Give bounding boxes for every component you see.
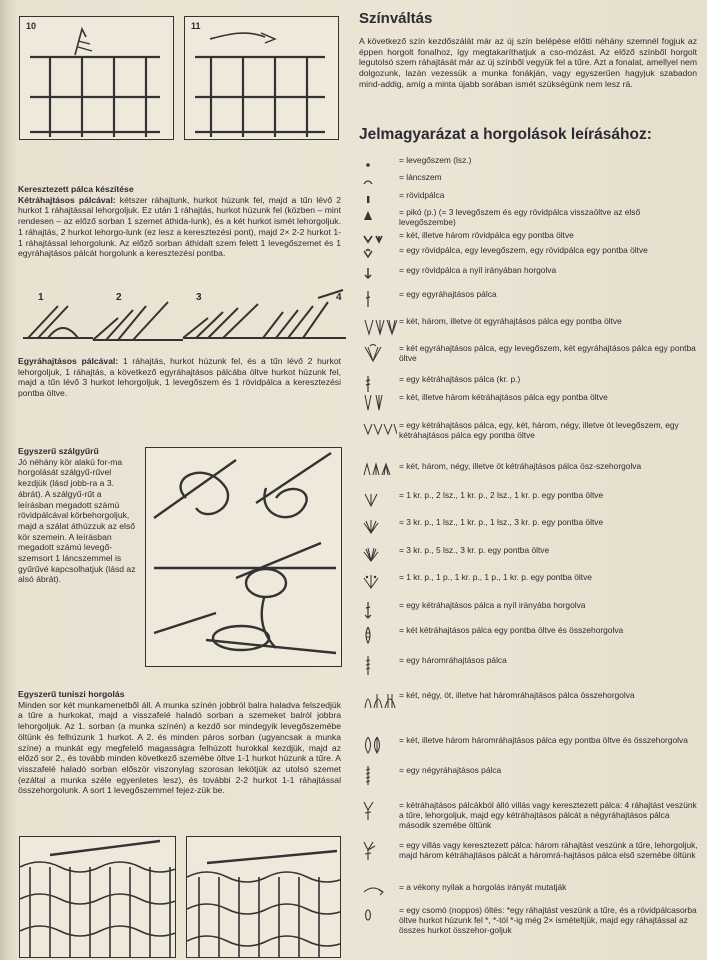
paragraph — [18, 195, 341, 259]
legend-text: = rövidpálca — [399, 190, 445, 200]
legend-text: = két, illetve három háromráhajtásos pálca egy pontba öltve és összehorgolva — [399, 735, 688, 745]
step-number: 4 — [336, 292, 342, 303]
legend-text: = egy kétráhajtásos pálca (kr. p.) — [399, 374, 521, 384]
dtr-dec-icon — [363, 735, 397, 757]
figure-number: 10 — [26, 21, 37, 31]
y-stitch-2-icon — [363, 840, 397, 862]
dtr-cluster-icon — [363, 690, 397, 712]
legend-text: = egy csomó (noppos) öltés: *egy ráhajtást veszünk a tűre, és a rövidpálcasorba öltve hurkot húzunk fel *, *-tól *-ig még 2× ismételtjük, majd egy ráhajtással az összes hurkot összehor-goljuk — [399, 905, 697, 936]
paragraph-text: kétszer ráhajtunk, hurkot húzunk fel, majd a tűn lévő 2 hurkot 1 ráhajtással lehorgoljuk. Ez után 1 ráhajtás, hurkot húzunk fel (közben – mint rendesen – az előző sorban 1 szemet áthida-lunk), és a két hurkot ismét lehorgoljuk. 1 ráhajtás, 2 hurkot lehorgo-lunk (ez lesz a keresztezési pont), majd 2× 2-2 hurkot 1-1 ráhajtással lehorgolunk. Az előző sorban áthidalt szem felett 1 levegőszemet és 1 egyráhajtásos pálcát horgolunk a keresztezési pontba. — [18, 194, 341, 259]
ring-illustration — [145, 447, 342, 667]
legend-text: = 1 kr. p., 2 lsz., 1 kr. p., 2 lsz., 1 kr. p. egy pontba öltve — [399, 490, 604, 500]
section-title: Egyszerű tuniszi horgolás — [18, 689, 125, 699]
tunisian-illustration-1 — [19, 836, 176, 958]
step-illustration — [18, 288, 348, 348]
color-change-text: A következő szín kezdőszálát már az új szín belépése előtti néhány szemnél fogjuk az éppen horgolt fonalhoz, így megtakaríthatjuk a cso-mózást. Az előző színből horgolt legutolsó szem ráhajtását már az új színből vegyük fel a tűre. Azt a fonalat, amellyel nem dolgozunk, lazán vezessük a munka fonákján, vagy egyszerűen hagyjuk szabadon mind-addig, amíg a minta újabb sorában ismét szükségünk nem lesz rá. — [359, 36, 697, 89]
step-number: 1 — [38, 292, 44, 303]
arrow-tr-icon — [363, 600, 397, 622]
step-number: 2 — [116, 292, 122, 303]
legend-text: = két, három, négy, illetve öt kétráhajtásos pálca ösz-szehorgolva — [399, 461, 642, 471]
legend-text: = 1 kr. p., 1 p., 1 kr. p., 1 p., 1 kr. p. egy pontba öltve — [399, 572, 592, 582]
figure-11 — [184, 16, 339, 140]
legend-title: Jelmagyarázat a horgolások leírásához: — [359, 126, 652, 143]
legend-text: = egy háromráhajtásos pálca — [399, 655, 507, 665]
legend-text: = két kétráhajtásos pálca egy pontba öltve és összehorgolva — [399, 625, 624, 635]
v-ch-icon — [363, 245, 397, 267]
simple-ring-section — [18, 446, 138, 585]
dc-v-ch-icon — [363, 343, 397, 365]
legend-text: = egy rövidpálca a nyíl irányában horgolva — [399, 265, 557, 275]
legend-text: = láncszem — [399, 172, 442, 182]
tr-cluster-icon — [363, 461, 397, 483]
fan-picot-icon — [363, 572, 397, 594]
tunisian-rows-drawing — [20, 837, 175, 957]
tr-v-ch-icon — [363, 420, 397, 442]
paragraph: Jó néhány kör alakú for-ma horgolását szálgyű-rűvel kezdjük (lásd jobb-ra a 3. ábrát). A szálgyű-rűt a leírásban megadott számú rövidpálcával körbehorgoljuk, majd a szálat áthúzzuk az első kör szemein. A leírásban megadott számú levegő-szemsort 1 láncszemmel is gyűrűvé kapcsolhatjuk (lásd az alsó ábrát). — [18, 456, 136, 585]
dc-fan-icon — [363, 316, 397, 338]
fan-1-icon — [363, 490, 397, 512]
tunisian-rows-drawing — [187, 837, 340, 957]
paragraph-lead: Egyráhajtásos pálcával: — [18, 356, 119, 366]
legend-text: = 3 kr. p., 1 lsz., 1 kr. p., 1 lsz., 3 kr. p. egy pontba öltve — [399, 517, 604, 527]
legend-text: = 3 kr. p., 5 lsz., 3 kr. p. egy pontba öltve — [399, 545, 550, 555]
thin-arrow-icon — [363, 882, 397, 904]
tunisian-section — [18, 689, 341, 796]
legend-text: = két egyráhajtásos pálca, egy levegőszem, két egyráhajtásos pálca egy pontba öltve — [399, 343, 696, 364]
legend-text: = egy rövidpálca, egy levegőszem, egy rövidpálca egy pontba öltve — [399, 245, 648, 255]
fan-2-icon — [363, 517, 397, 539]
legend-text: = két, négy, öt, illetve hat háromráhajtásos pálca összehorgolva — [399, 690, 635, 700]
figure-number: 11 — [191, 21, 201, 31]
legend-text: = egy kétráhajtásos pálca, egy, két, három, négy, illetve öt levegőszem, egy kétráhajtásos pálca egy pontba öltve — [399, 420, 679, 441]
fan-3-icon — [363, 545, 397, 567]
legend-text: = levegőszem (lsz.) — [399, 155, 472, 165]
legend-text: = egy villás vagy keresztezett pálca: három ráhajtást veszünk a tűre, lehorgoljuk, majd három kétráhajtásos pálcát a háromrá-hajtásos pálca első szemébe öltünk — [399, 840, 698, 861]
tunisian-illustration-2 — [186, 836, 341, 958]
single-crochet-crossed — [18, 356, 341, 399]
knot-icon — [363, 905, 397, 927]
legend-text: = két, három, illetve öt egyráhajtásos pálca egy pontba öltve — [399, 316, 622, 326]
legend-text: = két, illetve három rövidpálca egy pontba öltve — [399, 230, 574, 240]
quad-icon — [363, 765, 397, 787]
color-change-title: Színváltás — [359, 10, 433, 27]
legend-text: = egy kétráhajtásos pálca a nyíl irányába horgolva — [399, 600, 586, 610]
filet-mesh-illustration — [20, 17, 173, 139]
legend-text: = kétráhajtásos pálcákból álló villás vagy keresztezett pálca: 4 ráhajtást veszünk a tűre, lehorgoljuk, majd egy kétráhajtásos pálcát a négyráhajtásos pálca második szemébe öltünk — [399, 800, 697, 831]
yarn-ring-drawing — [146, 448, 341, 666]
paragraph-lead: Kétráhajtásos pálcával: — [18, 194, 116, 205]
legend-text: = egy négyráhajtásos pálca — [399, 765, 502, 775]
step-number: 3 — [196, 292, 202, 303]
y-stitch-icon — [363, 800, 397, 822]
tr-dec-icon — [363, 625, 397, 647]
picot-icon — [363, 207, 397, 229]
paragraph-text: 1 ráhajtás, hurkot húzunk fel, és a tűn lévő 2 hurkot lehorgoljuk, 1 ráhajtás, a következő egyráhajtásos pálcába öltve hurkot húzunk fel, majd a tűn lévő 3 hurkot lehorgoljuk, 1 levegőszem és 1 rövidpálca a keresztezési pontba öltve. — [18, 356, 342, 399]
legend-text: = egy egyráhajtásos pálca — [399, 289, 497, 299]
figure-10 — [19, 16, 174, 140]
section-title: Egyszerű szálgyűrű — [18, 446, 99, 456]
filet-mesh-illustration — [185, 17, 338, 139]
legend-text: = pikó (p.) (= 3 levegőszem és egy rövidpálca visszaöltve az első levegőszembe) — [399, 207, 641, 228]
tr-fan-icon — [363, 392, 397, 414]
dc-icon — [363, 289, 397, 311]
dtr-icon — [363, 655, 397, 677]
legend-text: = a vékony nyilak a horgolás irányát mutatják — [399, 882, 567, 892]
legend-text: = két, illetve három kétráhajtásos pálca egy pontba öltve — [399, 392, 608, 402]
crossed-stitch-section — [18, 184, 341, 259]
arrow-sc-icon — [363, 265, 397, 287]
paragraph: Minden sor két munkamenetből áll. A munka színén jobbról balra haladva felszedjük a tűre a hurkokat, majd a visszafelé haladó sorban a szemeket balról jobbra lehorgoljuk. Az 1. sorban (a munka színén) a kezdő sor mindegyik levegőszemébe öltünk és felhúzunk 1 hurkot. A 2. és minden páros sorban (ugyancsak a munka színe) a munkát egy megfelelő magasságra felhúzott hurokkal kezdjük, majd az előző sor 2., és tovább minden következő szemébe öltve 1-1 hurkot húzunk a tűre. A visszafelé haladó sorban először viszonylag szorosan lekötjük az utolsó szemet (ezáltal a munka széle egyenletes lesz), és további 2-2 hurkot 1-1 ráhajtással összehorgolunk. A sort 1 levegőszemmel fejez-zük be. — [18, 699, 341, 796]
section-title: Keresztezett pálca készítése — [18, 184, 134, 194]
crossed-stitch-steps — [18, 288, 348, 348]
